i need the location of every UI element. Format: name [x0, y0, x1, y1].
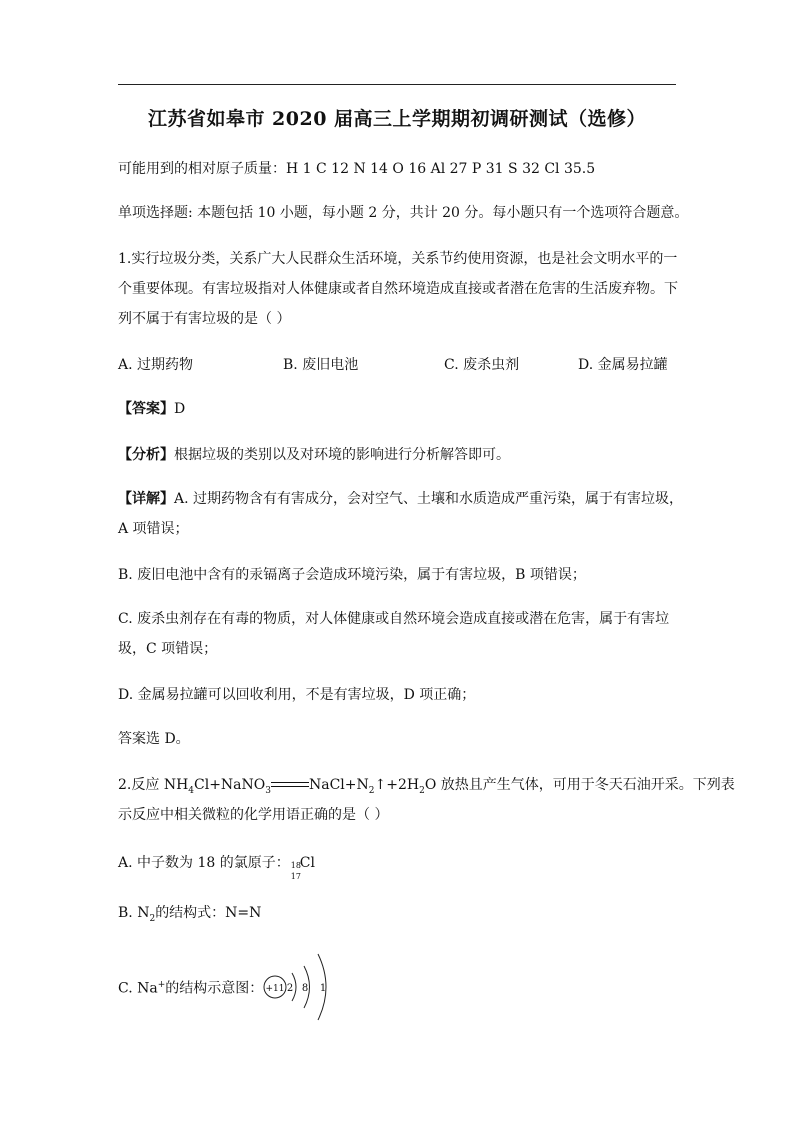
q2-prefix: 2.反应	[118, 777, 164, 793]
q2-option-b-post: 的结构式：N=N	[155, 905, 262, 921]
nucleus-charge: +11	[265, 984, 285, 994]
analysis-tag: 【分析】	[118, 447, 174, 463]
q1-detail-b: B. 废旧电池中含有的汞镉离子会造成环境污染，属于有害垃圾，B 项错误；	[118, 567, 586, 583]
header-rule	[118, 84, 676, 85]
atomic-number: 17	[290, 872, 301, 881]
q1-stem-line2: 个重要体现。有害垃圾指对人体健康或者自然环境造成直接或者潜在危害的生活废弃物。下	[118, 281, 678, 297]
analysis-text: 根据垃圾的类别以及对环境的影响进行分析解答即可。	[174, 447, 510, 463]
answer-tag: 【答案】	[118, 401, 174, 417]
q2-reactant1: NH	[163, 777, 189, 793]
q2-reactant2-sub: 3	[265, 785, 271, 796]
q2-option-c-post: 的结构示意图：	[165, 980, 264, 997]
q2-option-a	[118, 848, 678, 881]
shell-2-electrons: 8	[301, 983, 309, 994]
q1-option-a: A. 过期药物	[118, 357, 194, 373]
q2-product-a-sub: 2	[368, 785, 375, 796]
q2-product-a: NaCl+N	[309, 777, 369, 793]
section-header: 单项选择题: 本题包括 10 小题，每小题 2 分，共计 20 分。每小题只有一个选项符合题意。	[118, 205, 689, 221]
detail-tag: 【详解】	[118, 491, 174, 507]
q2-product-b: ↑+2H	[374, 777, 420, 793]
atomic-structure-diagram	[258, 948, 348, 1028]
shell-1-electrons: 2	[286, 983, 294, 994]
atomic-masses: 可能用到的相对原子质量：H 1 C 12 N 14 O 16 Al 27 P 31 S 32 Cl 35.5	[118, 161, 596, 177]
q2-reactant1-sub: 4	[188, 785, 195, 796]
element-symbol: Cl	[299, 855, 315, 871]
q1-detail-a-line1	[118, 484, 684, 514]
q1-answer	[118, 394, 678, 424]
q1-option-b: B. 废旧电池	[283, 357, 359, 373]
q2-option-c-sup: +	[157, 980, 166, 990]
q1-analysis	[118, 440, 678, 470]
equation-equals-sign	[271, 781, 309, 789]
q1-conclusion: 答案选 D。	[118, 731, 190, 747]
q2-option-b-pre: B. N	[118, 905, 150, 921]
q1-detail-d: D. 金属易拉罐可以回收利用，不是有害垃圾，D 项正确；	[118, 687, 476, 703]
page-title: 江苏省如皋市 2020 届高三上学期期初调研测试（选修）	[147, 108, 647, 130]
q1-detail-c-line2: 圾，C 项错误；	[118, 641, 218, 657]
answer-value: D	[174, 401, 186, 417]
detail-a-text: A. 过期药物含有有害成分，会对空气、土壤和水质造成严重污染，属于有害垃圾，	[174, 491, 684, 507]
q1-option-d: D. 金属易拉罐	[578, 357, 668, 373]
q2-reactant1-tail: Cl+NaNO	[194, 777, 266, 793]
mass-number: 18	[290, 861, 301, 870]
q2-option-c	[118, 970, 678, 1004]
q2-option-a-text: A. 中子数为 18 的氯原子：	[118, 855, 290, 871]
q1-option-c: C. 废杀虫剂	[444, 357, 520, 373]
q1-detail-c-line1: C. 废杀虫剂存在有毒的物质，对人体健康或自然环境会造成直接或潜在危害，属于有害垃	[118, 611, 670, 627]
q2-product-c: O 放热且产生气体，可用于冬天石油开采。下列表	[424, 777, 735, 793]
q1-detail-a-line2: A 项错误；	[118, 521, 189, 537]
q2-stem-line2: 示反应中相关微粒的化学用语正确的是（ ）	[118, 807, 389, 823]
nuclide-notation	[290, 853, 301, 881]
q1-stem-line1: 1.实行垃圾分类，关系广大人民群众生活环境，关系节约使用资源，也是社会文明水平的一	[118, 251, 678, 267]
q1-stem-line3: 列不属于有害垃圾的是（ ）	[118, 311, 291, 327]
q2-product-b-sub: 2	[419, 785, 425, 796]
q2-option-b-sub: 2	[149, 913, 156, 924]
q2-option-b	[118, 898, 678, 934]
shell-3-electrons: 1	[319, 983, 327, 994]
q2-option-c-pre: C. Na	[118, 980, 158, 997]
